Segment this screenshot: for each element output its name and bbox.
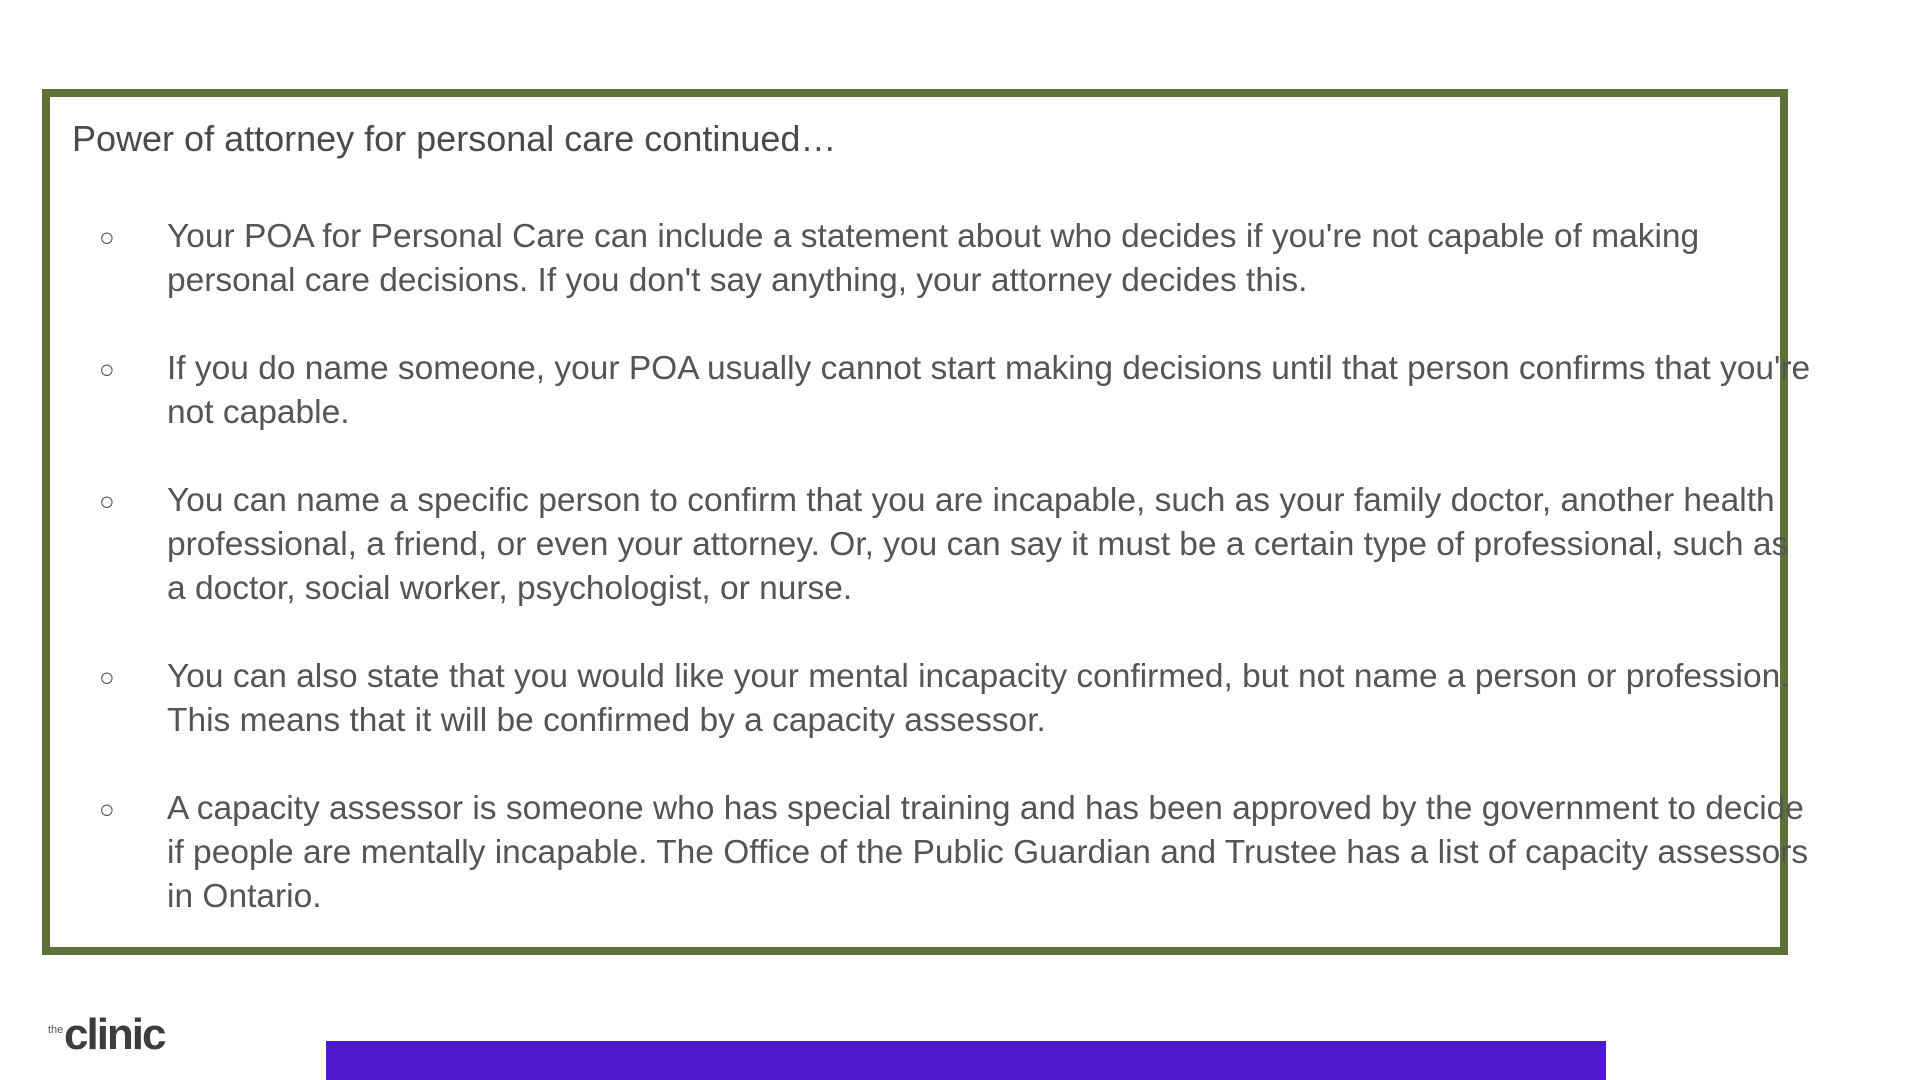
bullet-circle-icon: ○ — [99, 794, 115, 824]
bullet-circle-icon: ○ — [99, 486, 115, 516]
slide-heading: Power of attorney for personal care continued… — [72, 118, 837, 159]
bullet-text: Your POA for Personal Care can include a statement about who decides if you're not capable of making personal care decisions. If you don't say anything, your attorney decides this. — [167, 218, 1700, 299]
footer-bar — [326, 1041, 1606, 1080]
bullet-text: A capacity assessor is someone who has special training and has been approved by the government to decide if people are mentally incapable. The Office of the Public Guardian and Trustee has a list of capacity assessors in Ontario. — [167, 790, 1809, 915]
logo-wordmark: clinic — [64, 1010, 165, 1059]
bullet-text: If you do name someone, your POA usually cannot start making decisions until that person confirms that you're not capable. — [167, 350, 1811, 431]
bullet-text: You can also state that you would like your mental incapacity confirmed, but not name a person or profession. This means that it will be confirmed by a capacity assessor. — [167, 658, 1790, 739]
bullet-text: You can name a specific person to confirm that you are incapable, such as your family doctor, another health professional, a friend, or even your attorney. Or, you can say it must be a certain type of professional, such as a doctor, social worker, psychologist, or nurse. — [167, 482, 1789, 607]
bullet-circle-icon: ○ — [99, 662, 115, 692]
logo-prefix: the — [48, 1024, 64, 1036]
the-clinic-logo — [48, 1012, 178, 1058]
bullet-circle-icon: ○ — [99, 354, 115, 384]
bullet-circle-icon: ○ — [99, 222, 115, 252]
content-box — [42, 89, 1811, 955]
